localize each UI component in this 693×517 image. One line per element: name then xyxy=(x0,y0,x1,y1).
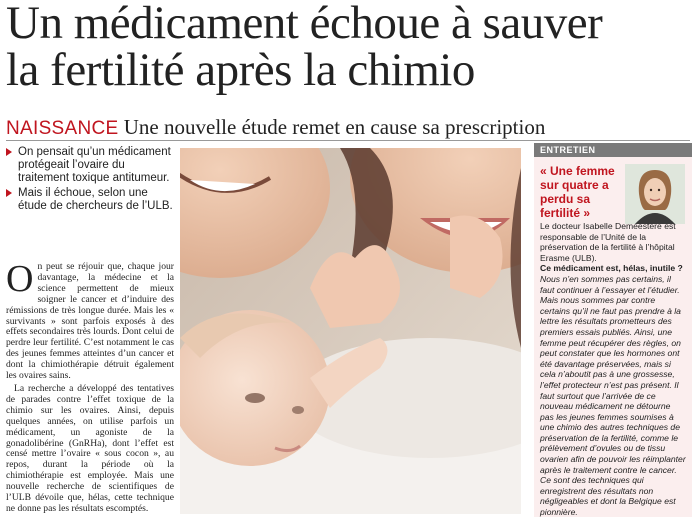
summary-bullet xyxy=(6,187,174,213)
portrait-image xyxy=(625,164,685,224)
interview-question: Ce médicament est, hélas, inutile ? xyxy=(540,263,683,274)
interview-text xyxy=(540,221,686,517)
summary-bullets xyxy=(6,146,174,215)
headline-line-1: Un médicament échoue à sauver xyxy=(6,0,603,49)
subheadline xyxy=(6,114,690,142)
deck-text: Une nouvelle étude remet en cause sa prescription xyxy=(123,115,546,139)
drop-cap: O xyxy=(6,258,34,300)
article-paragraph-text: n peut se réjouir que, chaque jour davantage, la médecine et la science permettent de mieux soigner le cancer et d’induire des rémissions de très longue durée. Mais les « survivants » sont parfois exposés à des effets secondaires très lourds. Dont celui de perdre leur fertilité. C’est notamment le cas des jeunes femmes atteintes d’un cancer et dont la chimiothérapie détruit également les ovaires sains. xyxy=(6,261,174,382)
portrait-photo xyxy=(625,164,685,224)
article-photo xyxy=(180,148,521,514)
pull-quote: « Une femme sur quatre a perdu sa fertilité » xyxy=(540,164,615,220)
interview-sidebar xyxy=(534,143,692,517)
summary-bullet xyxy=(6,146,174,185)
article-paragraph: La recherche a développé des tentatives de parades contre l’effet toxique de la chimio sur les ovaires. Ainsi, depuis quelques années, on utilise parfois un médicament, un agoniste de la gonadolibérine (GnRHa), dont l’effet est censé mettre l’ovaire « sous cocon », au repos, durant la période où la chimiothérapie est employée. Mais une nouvelle recherche de scientifiques de l’ULB dévoile que, hélas, cette technique ne donne pas les résultats escomptés. xyxy=(6,382,174,514)
sidebar-label: ENTRETIEN xyxy=(534,143,692,157)
triangle-bullet-icon xyxy=(6,189,12,197)
rubric-label: NAISSANCE xyxy=(6,118,119,139)
bullet-text: On pensait qu’un médicament protégeait l’ovaire du traitement toxique antitumeur. xyxy=(18,146,171,184)
baby-parents-photo xyxy=(180,148,521,514)
interview-answer: Nous n’en sommes pas certains, il faut continuer à l’essayer et l’étudier. Mais nous sommes par contre certains qu’il ne faut pas prendre à la lettre les résultats prometteurs des premiers essais publiés. Ainsi, une femme peut récupérer des règles, on peut constater que les hormones ont été davantage préservées, mais si cela n’aboutit pas à une grossesse, l’effet protecteur n’est pas présent. Il faut surtout que l’arrivée de ce nouveau médicament ne détourne pas les jeunes femmes soumises à une chimio des autres techniques de préservation de la fertilité, comme le prélèvement d’ovules ou de tissu ovarien afin de pouvoir les réimplanter après le traitement contre le cancer. Ce sont des techniques qui enregistrent des résultats non négligeables et dont la Belgique est pionnière. xyxy=(540,273,686,517)
article-body xyxy=(6,258,174,517)
triangle-bullet-icon xyxy=(6,148,12,156)
interview-intro: Le docteur Isabelle Demeestere est responsable de l’Unité de la préservation de la fertilité à l’hôpital Erasme (ULB). xyxy=(540,221,676,263)
article-paragraph xyxy=(6,258,174,382)
headline xyxy=(6,0,690,94)
header-divider xyxy=(6,140,690,141)
bullet-text: Mais il échoue, selon une étude de chercheurs de l’ULB. xyxy=(18,187,173,212)
headline-line-2: la fertilité après la chimio xyxy=(6,44,475,96)
